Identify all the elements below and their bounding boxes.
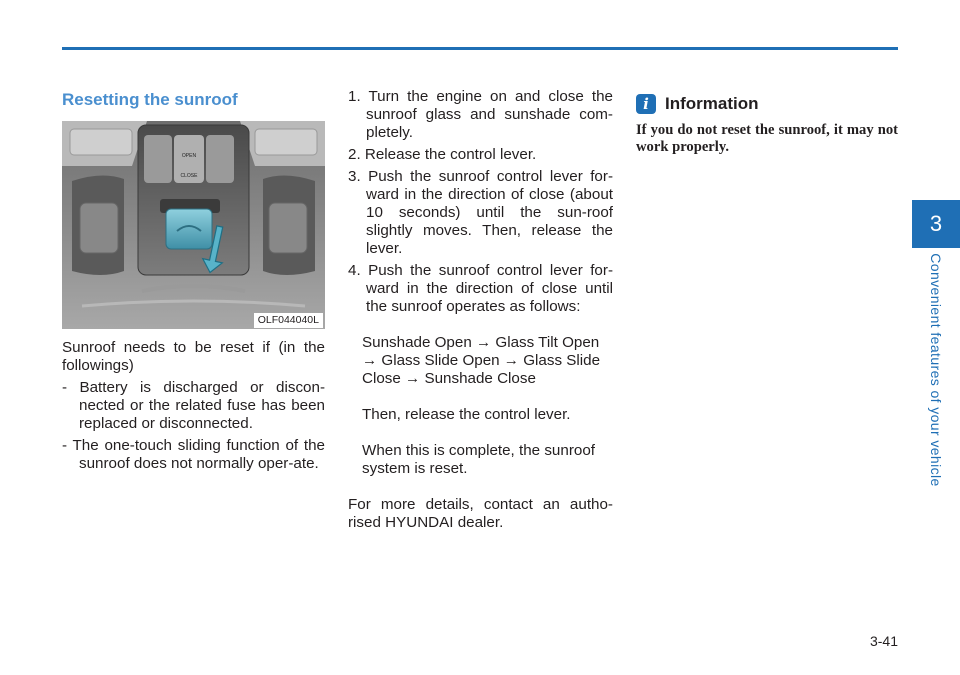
step-3: 3. Push the sunroof control lever for-ward in the direction of close (about 10 seconds) until the sun-roof slightly moves. Then, release the lever. [348,168,613,257]
complete-text: When this is complete, the sunroof system is reset. [362,442,595,477]
release-text: Then, release the control lever. [362,406,571,423]
sunroof-switch-photo [62,121,325,329]
operation-sequence: Sunshade Open → Glass Tilt Open → Glass Slide Open → Glass Slide Close → Sunshade Close [362,334,601,387]
list-item: - The one-touch sliding function of the sunroof does not normally oper-ate. [62,437,325,472]
step-4: 4. Push the sunroof control lever for-ward in the direction of close until the sunroof operates as follows: [348,262,613,315]
step-1: 1. Turn the engine on and close the sunroof glass and sunshade com-pletely. [348,88,613,141]
middle-column [348,88,613,532]
step-2: 2. Release the control lever. [348,146,537,163]
chapter-title: Convenient features of your vehicle [928,253,944,487]
information-column [636,88,898,156]
photo-code: OLF044040L [254,313,323,328]
list-item: - Battery is discharged or discon-nected or the related fuse has been replaced or disconnected. [62,379,325,432]
information-text: If you do not reset the sunroof, it may not work properly. [636,122,898,155]
info-icon: i [636,94,656,114]
top-rule [62,47,898,50]
chapter-tab: 3 [912,200,960,248]
switch-open-label: OPEN [181,153,197,159]
left-column [62,88,325,473]
switch-close-label: CLOSE [180,173,198,179]
page-number: 3-41 [869,633,898,649]
overhead-console-illustration [62,121,325,329]
information-header [636,94,898,114]
section-title: Resetting the sunroof [62,90,238,109]
intro-text: Sunroof needs to be reset if (in the followings) [62,339,325,374]
contact-text: For more details, contact an autho-rised HYUNDAI dealer. [348,496,613,531]
information-title: Information [665,94,759,113]
